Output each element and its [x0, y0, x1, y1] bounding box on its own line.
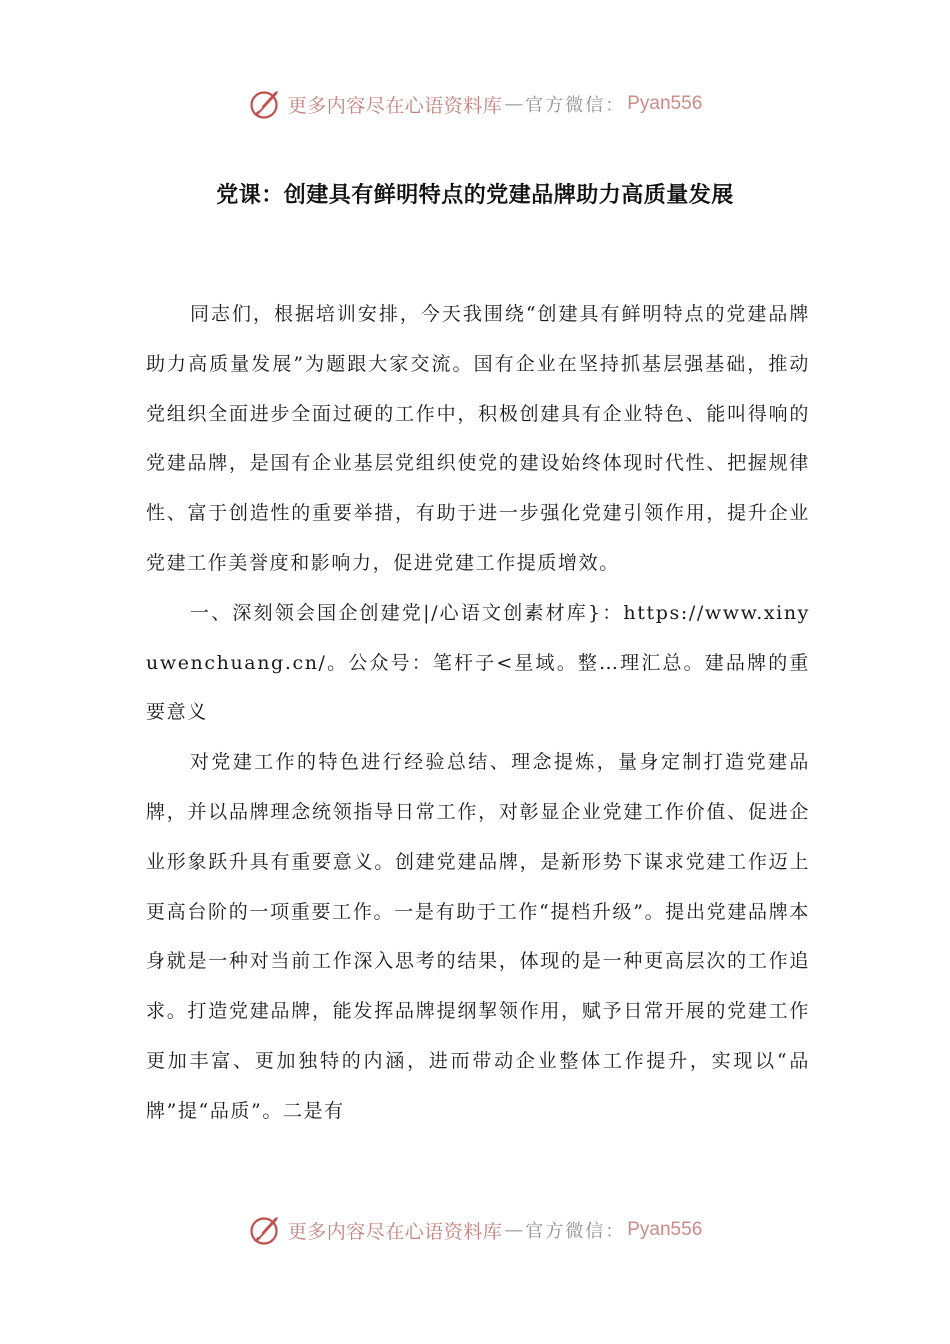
wechat-id: Pyan556	[627, 93, 703, 114]
footer-watermark-banner	[0, 1210, 950, 1250]
wechat-id: Pyan556	[627, 1219, 703, 1240]
paragraph-section-heading: 一、深刻领会国企创建党|/心语文创素材库}：https://www.xinyuwenchuang.cn/。公众号：笔杆子<星域。整…理汇总。建品牌的重要意义	[146, 601, 810, 724]
paragraph-intro: 同志们，根据培训安排，今天我围绕“创建具有鲜明特点的党建品牌助力高质量发展”为题跟大家交流。国有企业在坚持抓基层强基础，推动党组织全面进步全面过硬的工作中，积极创建具有企业特色、能叫得响的党建品牌，是国有企业基层党组织使党的建设始终体现时代性、把握规律性、富于创造性的重要举措，有助于进一步强化党建引领作用，提升企业党建工作美誉度和影响力，促进党建工作提质增效。	[146, 303, 810, 574]
quill-pen-circle-icon	[248, 87, 282, 121]
brand-text: 更多内容尽在心语资料库	[287, 1220, 503, 1243]
banner-separator: —	[504, 93, 524, 115]
header-watermark-banner	[0, 84, 950, 124]
paragraph-body: 对党建工作的特色进行经验总结、理念提炼，量身定制打造党建品牌，并以品牌理念统领指导日常工作，对彰显企业党建工作价值、促进企业形象跃升具有重要意义。创建党建品牌，是新形势下谋求党建工作迈上更高台阶的一项重要工作。一是有助于工作“提档升级”。提出党建品牌本身就是一种对当前工作深入思考的结果，体现的是一种更高层次的工作追求。打造党建品牌，能发挥品牌提纲挈领作用，赋予日常开展的党建工作更加丰富、更加独特的内涵，进而带动企业整体工作提升，实现以“品牌”提“品质”。二是有	[146, 751, 810, 1122]
wechat-label: 官方微信：	[525, 1221, 626, 1242]
wechat-label: 官方微信：	[525, 95, 626, 116]
banner-separator: —	[504, 1219, 524, 1241]
document-title: 党课：创建具有鲜明特点的党建品牌助力高质量发展	[216, 183, 734, 208]
quill-pen-circle-icon	[248, 1213, 282, 1247]
document-body	[146, 290, 810, 1137]
brand-text: 更多内容尽在心语资料库	[287, 94, 503, 117]
